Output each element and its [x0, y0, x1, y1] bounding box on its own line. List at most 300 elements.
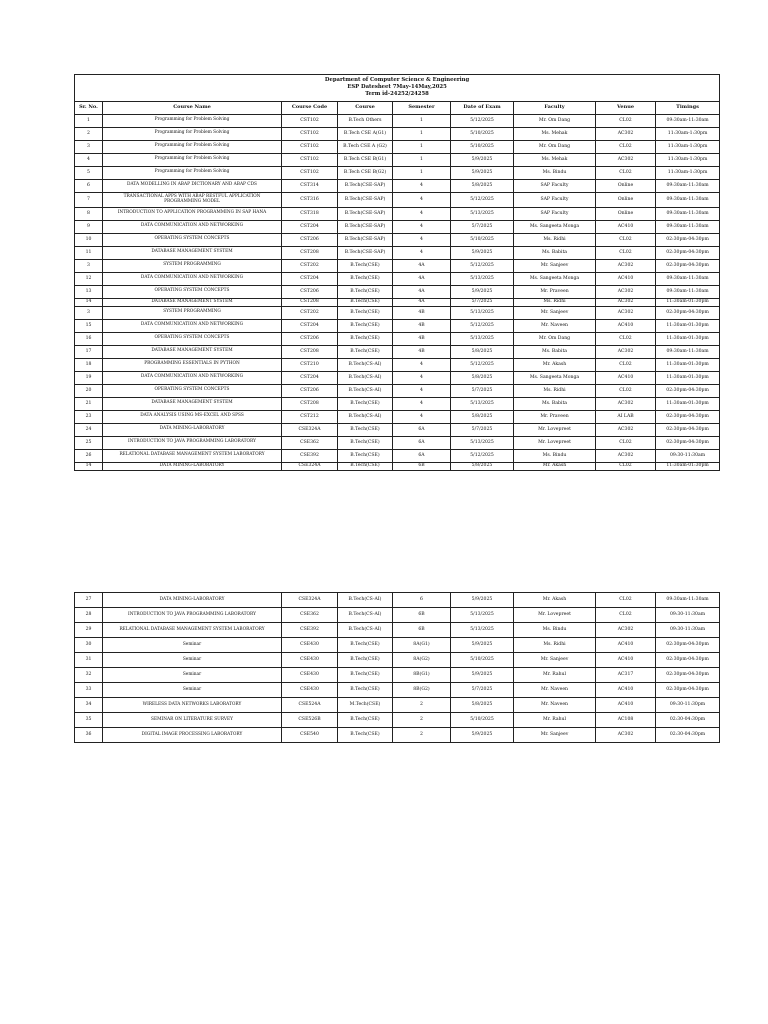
timings-cell: 09:30am-11:30am [656, 285, 720, 298]
semester-cell: 4A [393, 272, 451, 285]
faculty-cell: SAP Faculty [514, 207, 596, 220]
date-cell: 5/12/2025 [451, 114, 514, 127]
venue-cell: AC302 [596, 127, 656, 140]
timings-cell: 02:30pm-04:30pm [656, 233, 720, 246]
course-name-cell: Seminar [103, 638, 282, 653]
sr-no-cell: 7 [75, 192, 103, 207]
table-row [75, 358, 720, 371]
faculty-cell: Ms. Babita [514, 246, 596, 259]
course-cell: B.Tech(CSE) [338, 653, 393, 668]
faculty-cell: Mr. Lovepreet [514, 423, 596, 436]
table-row [75, 462, 720, 470]
course-cell: B.Tech CSE B(G1) [338, 153, 393, 166]
date-cell: 5/9/2025 [451, 728, 514, 743]
sr-no-cell: 3 [75, 140, 103, 153]
date-cell: 5/7/2025 [451, 423, 514, 436]
course-code-cell: CST314 [282, 179, 338, 192]
course-name-cell: OPERATING SYSTEM CONCEPTS [103, 384, 282, 397]
table-row [75, 114, 720, 127]
table-row [75, 713, 720, 728]
semester-cell: 6B [393, 623, 451, 638]
course-name-cell: SYSTEM PROGRAMMING [103, 259, 282, 272]
semester-cell: 4 [393, 192, 451, 207]
venue-cell: CL02 [596, 246, 656, 259]
course-name-cell: DATA COMMUNICATION AND NETWORKING [103, 220, 282, 233]
date-cell: 5/12/2025 [451, 449, 514, 462]
venue-cell: Online [596, 179, 656, 192]
venue-cell: CL02 [596, 358, 656, 371]
course-name-cell: Programming for Problem Solving [103, 140, 282, 153]
sr-no-cell: 11 [75, 246, 103, 259]
sr-no-cell: 28 [75, 608, 103, 623]
course-cell: B.Tech CSE A (G2) [338, 140, 393, 153]
col-timings: Timings [656, 101, 720, 114]
course-name-cell: TRANSACTIONAL APPS WITH ABAP RESTFUL APPLICATION PROGRAMMING MODEL [103, 192, 282, 207]
course-code-cell: CSE324A [282, 593, 338, 608]
semester-cell: 4 [393, 410, 451, 423]
sr-no-cell: 12 [75, 272, 103, 285]
table-row [75, 233, 720, 246]
timings-cell: 09:30am-11:30am [656, 207, 720, 220]
venue-cell: AC302 [596, 153, 656, 166]
course-code-cell: CSE362 [282, 608, 338, 623]
venue-cell: AC302 [596, 259, 656, 272]
course-name-cell: DATA COMMUNICATION AND NETWORKING [103, 272, 282, 285]
course-name-cell: DATA ANALYSIS USING MS-EXCEL AND SPSS [103, 410, 282, 423]
semester-cell: 4B [393, 332, 451, 345]
semester-cell: 4A [393, 285, 451, 298]
table-row [75, 319, 720, 332]
table-row [75, 246, 720, 259]
course-code-cell: CST212 [282, 410, 338, 423]
sr-no-cell: 5 [75, 166, 103, 179]
timings-cell: 02:30pm-04:30pm [656, 246, 720, 259]
date-cell: 5/8/2025 [451, 462, 514, 470]
col-course-name: Course Name [103, 101, 282, 114]
table-row [75, 192, 720, 207]
course-name-cell: INTRODUCTION TO JAVA PROGRAMMING LABORATORY [103, 608, 282, 623]
table-row [75, 220, 720, 233]
faculty-cell: Mr. Naveen [514, 683, 596, 698]
semester-cell: 2 [393, 698, 451, 713]
venue-cell: AC410 [596, 638, 656, 653]
semester-cell: 4B [393, 319, 451, 332]
faculty-cell: Ms. Bindu [514, 449, 596, 462]
faculty-cell: Ms. Ridhi [514, 298, 596, 306]
date-cell: 5/9/2025 [451, 246, 514, 259]
course-cell: B.Tech(CSE-SAP) [338, 233, 393, 246]
timings-cell: 09:30-11:30pm [656, 698, 720, 713]
sheet-header [75, 75, 720, 102]
course-cell: B.Tech(CSE) [338, 683, 393, 698]
sr-no-cell: 2 [75, 127, 103, 140]
faculty-cell: Mr. Naveen [514, 319, 596, 332]
course-code-cell: CSE392 [282, 449, 338, 462]
date-cell: 5/13/2025 [451, 397, 514, 410]
faculty-cell: Ms. Sangeeta Monga [514, 272, 596, 285]
table1-body [75, 114, 720, 470]
sr-no-cell: 27 [75, 593, 103, 608]
col-date-of-exam: Date of Exam [451, 101, 514, 114]
course-name-cell: DATA COMMUNICATION AND NETWORKING [103, 371, 282, 384]
course-name-cell: DATA MODELLING IN ABAP DICTIONARY AND ABAP CDS [103, 179, 282, 192]
course-name-cell: INTRODUCTION TO APPLICATION PROGRAMMING IN SAP HANA [103, 207, 282, 220]
course-name-cell: OPERATING SYSTEM CONCEPTS [103, 233, 282, 246]
venue-cell: AC302 [596, 285, 656, 298]
faculty-cell: Ms. Sangeeta Monga [514, 371, 596, 384]
venue-cell: AC317 [596, 668, 656, 683]
date-cell: 5/10/2025 [451, 233, 514, 246]
course-code-cell: CSE430 [282, 653, 338, 668]
timings-cell: 02:30pm-04:30pm [656, 306, 720, 319]
datesheet-table [74, 74, 720, 471]
sr-no-cell: 36 [75, 728, 103, 743]
semester-cell: 4B [393, 345, 451, 358]
timings-cell: 09:30am-11:30am [656, 220, 720, 233]
date-cell: 5/8/2025 [451, 698, 514, 713]
course-code-cell: CSE540 [282, 728, 338, 743]
course-code-cell: CST102 [282, 114, 338, 127]
venue-cell: CL02 [596, 114, 656, 127]
course-name-cell: OPERATING SYSTEM CONCEPTS [103, 332, 282, 345]
timings-cell: 11:30am-1:30pm [656, 140, 720, 153]
faculty-cell: SAP Faculty [514, 179, 596, 192]
course-cell: B.Tech(CSE) [338, 436, 393, 449]
faculty-cell: Mr. Rahul [514, 668, 596, 683]
faculty-cell: Ms. Mehak [514, 153, 596, 166]
timings-cell: 11:30am-01:30pm [656, 462, 720, 470]
faculty-cell: SAP Faculty [514, 192, 596, 207]
course-cell: B.Tech(CS-AI) [338, 384, 393, 397]
date-cell: 5/9/2025 [451, 166, 514, 179]
course-code-cell: CSE362 [282, 436, 338, 449]
timings-cell: 09:30am-11:30am [656, 179, 720, 192]
timings-cell: 02:30pm-04:30pm [656, 423, 720, 436]
course-name-cell: WIRELESS DATA NETWORKS LABORATORY [103, 698, 282, 713]
course-code-cell: CST208 [282, 345, 338, 358]
venue-cell: AC302 [596, 298, 656, 306]
date-cell: 5/12/2025 [451, 319, 514, 332]
table-row [75, 272, 720, 285]
faculty-cell: Mr. Lovepreet [514, 608, 596, 623]
course-cell: B.Tech(CSE) [338, 449, 393, 462]
course-cell: B.Tech CSE B(G2) [338, 166, 393, 179]
sr-no-cell: 35 [75, 713, 103, 728]
course-code-cell: CST202 [282, 259, 338, 272]
course-name-cell: RELATIONAL DATABASE MANAGEMENT SYSTEM LABORATORY [103, 623, 282, 638]
course-cell: B.Tech(CSE) [338, 345, 393, 358]
timings-cell: 09:30-11:30am [656, 449, 720, 462]
course-cell: B.Tech(CSE) [338, 306, 393, 319]
course-name-cell: DATA MINING-LABORATORY [103, 462, 282, 470]
course-name-cell: Programming for Problem Solving [103, 114, 282, 127]
course-code-cell: CST102 [282, 166, 338, 179]
course-cell: B.Tech(CS-AI) [338, 358, 393, 371]
venue-cell: AC410 [596, 319, 656, 332]
timings-cell: 02:30pm-04:30pm [656, 436, 720, 449]
date-cell: 5/9/2025 [451, 638, 514, 653]
table-row [75, 332, 720, 345]
course-code-cell: CSE324A [282, 462, 338, 470]
course-cell: B.Tech(CSE) [338, 397, 393, 410]
date-cell: 5/8/2025 [451, 410, 514, 423]
timings-cell: 11:30am-1:30pm [656, 166, 720, 179]
faculty-cell: Mr. Sanjeev [514, 728, 596, 743]
table-row [75, 285, 720, 298]
semester-cell: 4A [393, 259, 451, 272]
date-cell: 5/10/2025 [451, 140, 514, 153]
course-cell: B.Tech(CS-AI) [338, 371, 393, 384]
date-cell: 5/13/2025 [451, 608, 514, 623]
faculty-cell: Mr. Akash [514, 593, 596, 608]
semester-cell: 8B(G2) [393, 683, 451, 698]
timings-cell: 11:30am-1:30pm [656, 153, 720, 166]
semester-cell: 4 [393, 358, 451, 371]
timings-cell: 02:30pm-04:30pm [656, 668, 720, 683]
timings-cell: 09:30-11:30am [656, 608, 720, 623]
sr-no-cell: 4 [75, 153, 103, 166]
sr-no-cell: 30 [75, 638, 103, 653]
timings-cell: 09:30am-11:30am [656, 593, 720, 608]
table-row [75, 397, 720, 410]
course-code-cell: CST206 [282, 285, 338, 298]
faculty-cell: Ms. Bindu [514, 623, 596, 638]
table-row [75, 653, 720, 668]
date-cell: 5/7/2025 [451, 220, 514, 233]
sr-no-cell: 15 [75, 319, 103, 332]
faculty-cell: Mr. Sanjeev [514, 259, 596, 272]
course-code-cell: CSE392 [282, 623, 338, 638]
faculty-cell: Mr. Akash [514, 462, 596, 470]
col-venue: Venue [596, 101, 656, 114]
timings-cell: 09:30am-11:30am [656, 272, 720, 285]
date-cell: 5/7/2025 [451, 384, 514, 397]
course-code-cell: CSE430 [282, 638, 338, 653]
date-cell: 5/8/2025 [451, 371, 514, 384]
table-row [75, 371, 720, 384]
venue-cell: AC410 [596, 220, 656, 233]
table-row [75, 207, 720, 220]
col-sr-no: Sr. No. [75, 101, 103, 114]
col-course-code: Course Code [282, 101, 338, 114]
date-cell: 5/7/2025 [451, 298, 514, 306]
date-cell: 5/10/2025 [451, 713, 514, 728]
faculty-cell: Mr. Praveen [514, 410, 596, 423]
course-cell: B.Tech(CSE) [338, 272, 393, 285]
semester-cell: 4 [393, 246, 451, 259]
semester-cell: 6B [393, 608, 451, 623]
venue-cell: CL02 [596, 233, 656, 246]
venue-cell: AC410 [596, 698, 656, 713]
semester-cell: 4B [393, 306, 451, 319]
course-code-cell: CST204 [282, 319, 338, 332]
sr-no-cell: 24 [75, 423, 103, 436]
sr-no-cell: 33 [75, 683, 103, 698]
course-cell: B.Tech(CSE) [338, 298, 393, 306]
venue-cell: AC410 [596, 272, 656, 285]
timings-cell: 02:30pm-04:30pm [656, 653, 720, 668]
date-cell: 5/9/2025 [451, 593, 514, 608]
course-cell: B.Tech(CS-AI) [338, 593, 393, 608]
faculty-cell: Mr. Sanjeev [514, 653, 596, 668]
sr-no-cell: 26 [75, 449, 103, 462]
semester-cell: 4 [393, 384, 451, 397]
table-row [75, 140, 720, 153]
semester-cell: 1 [393, 140, 451, 153]
faculty-cell: Mr. Om Dang [514, 114, 596, 127]
faculty-cell: Ms. Ridhi [514, 384, 596, 397]
sr-no-cell: 9 [75, 220, 103, 233]
sr-no-cell: 25 [75, 436, 103, 449]
semester-cell: 4 [393, 397, 451, 410]
table2-body [75, 593, 720, 743]
semester-cell: 4A [393, 298, 451, 306]
course-cell: B.Tech(CSE) [338, 462, 393, 470]
venue-cell: AI LAB [596, 410, 656, 423]
sr-no-cell: 32 [75, 668, 103, 683]
column-header-row [75, 101, 720, 114]
timings-cell: 02:30-04:30pm [656, 713, 720, 728]
venue-cell: Online [596, 207, 656, 220]
date-cell: 5/13/2025 [451, 332, 514, 345]
sr-no-cell: 19 [75, 371, 103, 384]
semester-cell: 4 [393, 220, 451, 233]
venue-cell: Online [596, 192, 656, 207]
venue-cell: AC302 [596, 397, 656, 410]
course-code-cell: CST210 [282, 358, 338, 371]
course-code-cell: CST206 [282, 332, 338, 345]
faculty-cell: Ms. Sangeeta Monga [514, 220, 596, 233]
timings-cell: 02:30pm-04:30pm [656, 638, 720, 653]
table-row [75, 153, 720, 166]
timings-cell: 11:30am-01:30pm [656, 397, 720, 410]
course-name-cell: DIGITAL IMAGE PROCESSING LABORATORY [103, 728, 282, 743]
course-cell: B.Tech(CSE) [338, 638, 393, 653]
datesheet-title: ESP Datesheet 7May-14May,2025 [347, 83, 447, 90]
venue-cell: CL02 [596, 384, 656, 397]
sr-no-cell: 3 [75, 259, 103, 272]
course-code-cell: CST102 [282, 127, 338, 140]
course-name-cell: RELATIONAL DATABASE MANAGEMENT SYSTEM LABORATORY [103, 449, 282, 462]
course-code-cell: CST206 [282, 384, 338, 397]
sr-no-cell: 14 [75, 462, 103, 470]
course-code-cell: CST316 [282, 192, 338, 207]
course-name-cell: Seminar [103, 653, 282, 668]
course-code-cell: CST318 [282, 207, 338, 220]
faculty-cell: Ms. Ridhi [514, 638, 596, 653]
course-code-cell: CSE430 [282, 683, 338, 698]
venue-cell: CL02 [596, 462, 656, 470]
sr-no-cell: 18 [75, 358, 103, 371]
table-row [75, 638, 720, 653]
timings-cell: 09:30-11:30am [656, 623, 720, 638]
venue-cell: AC410 [596, 683, 656, 698]
course-code-cell: CSE524A [282, 698, 338, 713]
course-cell: B.Tech(CSE) [338, 728, 393, 743]
course-code-cell: CST102 [282, 140, 338, 153]
datesheet-table-continued [74, 592, 720, 743]
semester-cell: 6A [393, 449, 451, 462]
date-cell: 5/12/2025 [451, 192, 514, 207]
course-code-cell: CSE430 [282, 668, 338, 683]
venue-cell: CL02 [596, 593, 656, 608]
timings-cell: 02:30pm-04:30pm [656, 384, 720, 397]
course-cell: B.Tech(CSE-SAP) [338, 179, 393, 192]
timings-cell: 09:30am-11:30am [656, 114, 720, 127]
faculty-cell: Ms. Babita [514, 345, 596, 358]
faculty-cell: Mr. Om Dang [514, 140, 596, 153]
faculty-cell: Ms. Bindu [514, 166, 596, 179]
course-cell: B.Tech CSE A(G1) [338, 127, 393, 140]
date-cell: 5/13/2025 [451, 436, 514, 449]
table-row [75, 179, 720, 192]
faculty-cell: Ms. Babita [514, 397, 596, 410]
semester-cell: 4 [393, 179, 451, 192]
faculty-cell: Ms. Ridhi [514, 233, 596, 246]
date-cell: 5/9/2025 [451, 153, 514, 166]
department-title: Department of Computer Science & Engineering [324, 77, 470, 83]
course-cell: M.Tech(CSE) [338, 698, 393, 713]
sr-no-cell: 14 [75, 298, 103, 306]
course-cell: B.Tech(CS-AI) [338, 608, 393, 623]
course-cell: B.Tech(CSE) [338, 668, 393, 683]
sr-no-cell: 16 [75, 332, 103, 345]
semester-cell: 4 [393, 207, 451, 220]
timings-cell: 09:30am-11:30am [656, 345, 720, 358]
table-row [75, 127, 720, 140]
faculty-cell: Mr. Lovepreet [514, 436, 596, 449]
semester-cell: 1 [393, 114, 451, 127]
date-cell: 5/8/2025 [451, 345, 514, 358]
course-code-cell: CSE324A [282, 423, 338, 436]
date-cell: 5/13/2025 [451, 306, 514, 319]
table-row [75, 608, 720, 623]
venue-cell: AC108 [596, 713, 656, 728]
course-code-cell: CST206 [282, 233, 338, 246]
col-faculty: Faculty [514, 101, 596, 114]
course-name-cell: DATA MINING-LABORATORY [103, 423, 282, 436]
venue-cell: CL02 [596, 140, 656, 153]
date-cell: 5/9/2025 [451, 668, 514, 683]
course-cell: B.Tech(CSE-SAP) [338, 192, 393, 207]
course-cell: B.Tech(CSE) [338, 332, 393, 345]
semester-cell: 1 [393, 127, 451, 140]
sr-no-cell: 10 [75, 233, 103, 246]
table-row [75, 623, 720, 638]
venue-cell: AC302 [596, 423, 656, 436]
semester-cell: 1 [393, 153, 451, 166]
timings-cell: 09:30am-11:30am [656, 192, 720, 207]
course-cell: B.Tech(CSE) [338, 319, 393, 332]
date-cell: 5/10/2025 [451, 127, 514, 140]
course-code-cell: CST202 [282, 306, 338, 319]
course-name-cell: DATABASE MANAGEMENT SYSTEM [103, 345, 282, 358]
course-name-cell: Programming for Problem Solving [103, 127, 282, 140]
venue-cell: AC302 [596, 306, 656, 319]
venue-cell: CL02 [596, 436, 656, 449]
table-row [75, 298, 720, 306]
table-row [75, 436, 720, 449]
sr-no-cell: 23 [75, 410, 103, 423]
venue-cell: AC410 [596, 371, 656, 384]
semester-cell: 6A [393, 423, 451, 436]
table-row [75, 593, 720, 608]
semester-cell: 8A(G1) [393, 638, 451, 653]
course-name-cell: Programming for Problem Solving [103, 153, 282, 166]
course-name-cell: DATABASE MANAGEMENT SYSTEM [103, 298, 282, 306]
faculty-cell: Mr. Naveen [514, 698, 596, 713]
venue-cell: AC302 [596, 623, 656, 638]
